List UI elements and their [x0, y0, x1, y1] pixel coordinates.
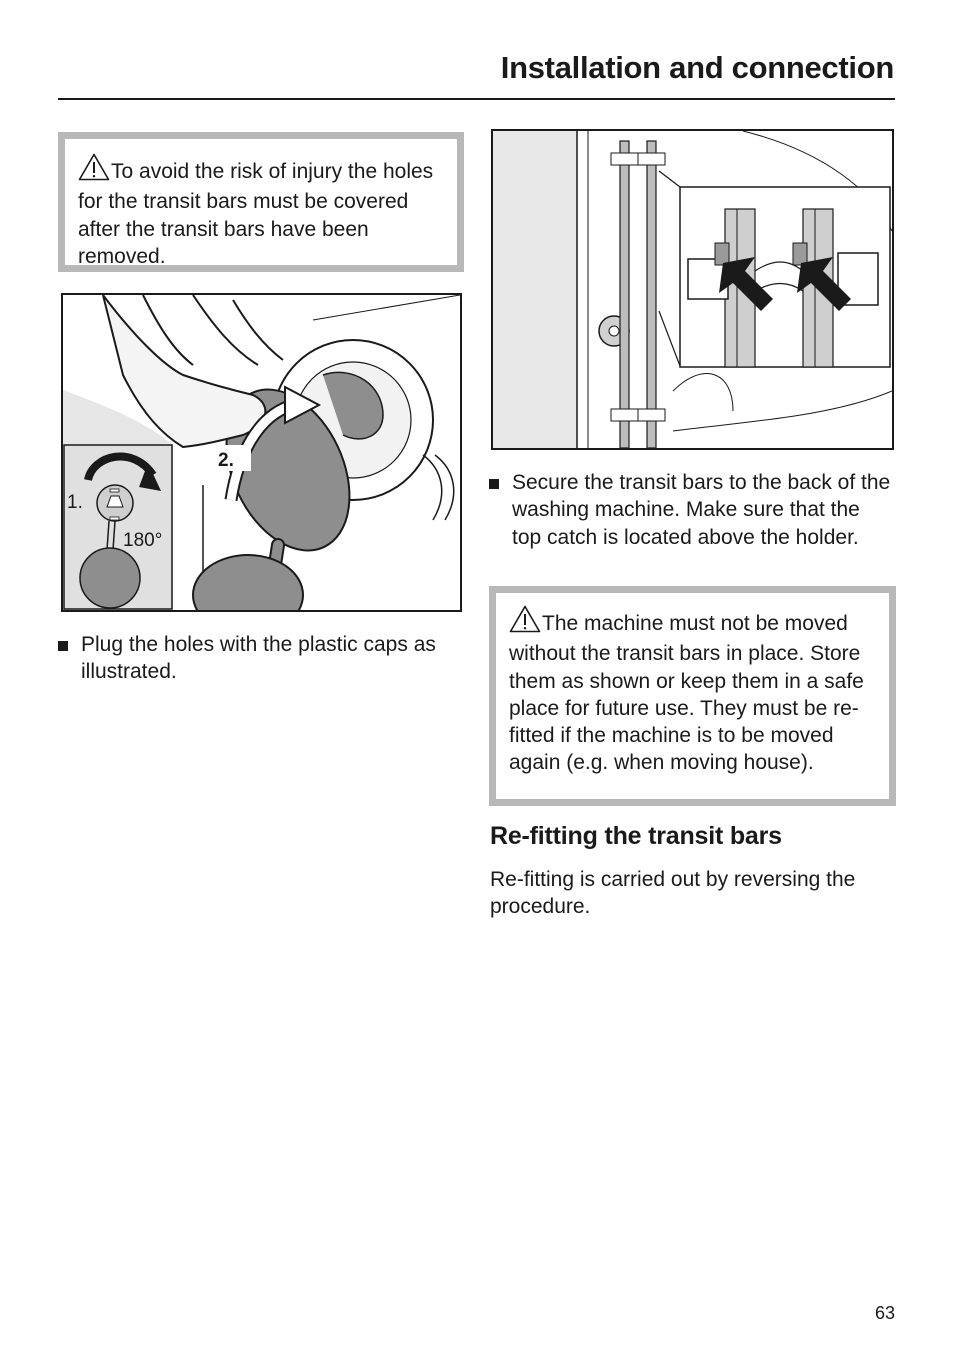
- section-title: Re-fitting the transit bars: [490, 822, 782, 850]
- bullet-square-icon: [489, 479, 499, 489]
- page-title: Installation and connection: [500, 50, 894, 85]
- bullet-text-right: Secure the transit bars to the back of the washing machine. Make sure that the top catch is located above the holder.: [512, 471, 891, 549]
- transit-bars-illustration: [493, 131, 892, 448]
- warning-text-left: To avoid the risk of injury the holes for the transit bars must be covered after the transit bars have been removed.: [78, 160, 434, 268]
- header-divider: [58, 98, 895, 100]
- figure-transit-bars: [491, 129, 894, 450]
- warning-box-right: [489, 586, 896, 806]
- figure-plastic-caps: [61, 293, 462, 612]
- warning-icon: [78, 153, 110, 188]
- step-2-label: 2.: [218, 450, 234, 471]
- bullet-text-left: Plug the holes with the plastic caps as illustrated.: [81, 633, 436, 684]
- plastic-caps-illustration: [63, 295, 460, 610]
- bullet-square-icon: [58, 641, 68, 651]
- bullet-plug-holes: [58, 631, 458, 691]
- warning-box-left: [58, 132, 464, 272]
- step-1-label: 1.: [67, 492, 83, 513]
- warning-text-right: The machine must not be moved without the transit bars in place. Store them as shown or keep them in a safe place for future use. They must be re-fitted if the machine is to be moved again (e.g. when moving house).: [509, 612, 864, 775]
- angle-label: 180°: [123, 530, 163, 551]
- bullet-secure-bars: [489, 469, 894, 581]
- warning-icon: [509, 605, 541, 640]
- page-number: 63: [874, 1303, 895, 1323]
- section-body: Re-fitting is carried out by reversing the procedure.: [490, 868, 856, 919]
